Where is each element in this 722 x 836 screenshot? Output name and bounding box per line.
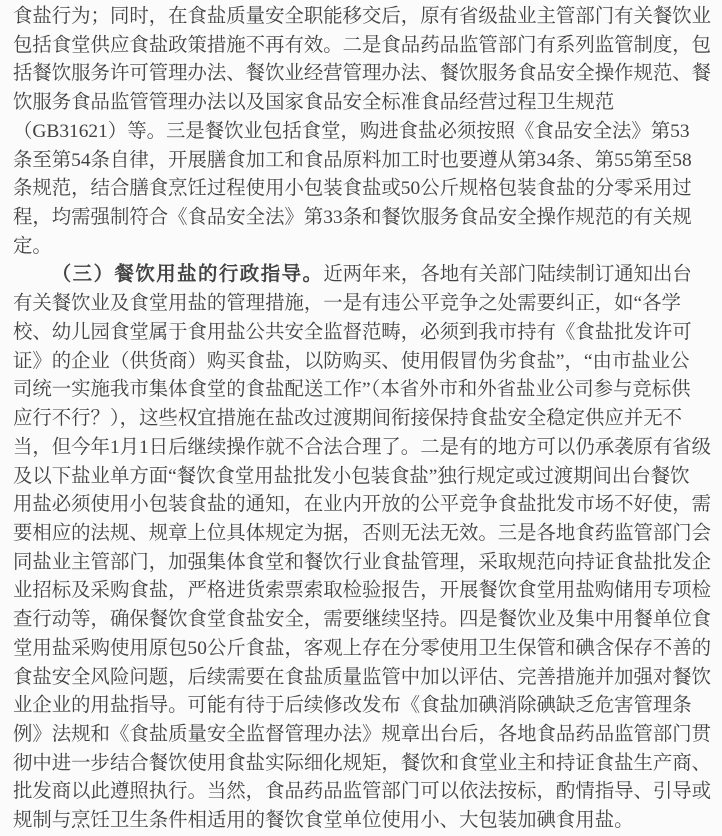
text-line: 包括食堂供应食盐政策措施不再有效。二是食品药品监管部门有系列监管制度，包 (13, 34, 712, 56)
text-line: 校、幼儿园食堂属于食用盐公共安全监督范畴，必须到我市持有《食盐批发许可 (13, 321, 692, 343)
paragraph-continuation (13, 3, 714, 261)
text-line: （GB31621）等。三是餐饮业包括食堂，购进食盐必须按照《食品安全法》第53 (13, 120, 690, 142)
text-line: 及以下盐业单方面“餐饮食堂用盐批发小包装食盐”独行规定或过渡期间出台餐饮 (13, 465, 690, 487)
text-line: 程，均需强制符合《食品安全法》第33条和餐饮服务食品安全操作规范的有关规 (13, 207, 692, 229)
text-line: 规制与烹饪卫生条件相适用的餐饮食堂单位使用小、大包装加碘食用盐。 (13, 810, 634, 832)
text-line (13, 261, 714, 290)
text-line: 业招标及采购食盐，严格进货索票索取检验报告，开展餐饮食堂用盐购储用专项检 (13, 580, 712, 602)
text-line: 例》法规和《食盐质量安全监督管理办法》规章出台后，各地食品药品监管部门贯 (13, 723, 712, 745)
text-line: 查行动等，确保餐饮食堂食盐安全，需要继续坚持。四是餐饮业及集中用餐单位食 (13, 609, 712, 631)
text-line: 批发商以此遵照执行。当然，食品药品监管部门可以依法按标，酌情指导、引导或 (13, 781, 712, 803)
section-heading: （三）餐饮用盐的行政指导。 (51, 264, 324, 286)
text-line: 括餐饮服务许可管理办法、餐饮业经营管理办法、餐饮服务食品安全操作规范、餐 (13, 63, 712, 85)
text-line: 应行不行？），这些权宜措施在盐改过渡期间衔接保持食盐安全稳定供应并无不 (13, 408, 682, 430)
text-line: 当，但今年1月1日后继续操作就不合法合理了。二是有的地方可以仍承袭原有省级 (13, 436, 712, 458)
text-line: 定。 (13, 235, 52, 257)
text-line: 用盐必须使用小包装食盐的通知，在业内开放的公平竞争食盐批发市场不好使，需 (13, 494, 712, 516)
text-line: 业企业的用盐指导。可能有待于后续修改发布《食盐加碘消除碘缺乏危害管理条 (13, 695, 692, 717)
text-line: 彻中进一步结合餐饮使用食盐实际细化规矩，餐饮和食堂业主和持证食盐生产商、 (13, 752, 712, 774)
text-line: 食盐安全风险问题，后续需要在食盐质量监管中加以评估、完善措施并加强对餐饮 (13, 666, 712, 688)
text-line: 司统一实施我市集体食堂的食盐配送工作”（本省外市和外省盐业公司参与竞标供 (13, 379, 691, 401)
text-run: 近两年来，各地有关部门陆续制订通知出台 (323, 264, 692, 286)
text-line: 条规范，结合膳食烹饪过程使用小包装食盐或50公斤规格包装食盐的分零采用过 (13, 178, 692, 200)
text-line: 饮服务食品监管管理办法以及国家食品安全标准食品经营过程卫生规范 (13, 92, 615, 114)
text-line: 要相应的法规、规章上位具体规定为据，否则无法无效。三是各地食药监管部门会 (13, 522, 712, 544)
text-line: 有关餐饮业及食堂用盐的管理措施，一是有违公平竞争之处需要纠正，如“各学 (13, 293, 681, 315)
text-line: 证》的企业（供货商）购买食盐，以防购买、使用假冒伪劣食盐”，“由市盐业公 (13, 350, 690, 372)
text-line: 同盐业主管部门，加强集体食堂和餐饮行业食盐管理，采取规范向持证食盐批发企 (13, 551, 712, 573)
text-line: 食盐行为；同时，在食盐质量安全职能移交后，原有省级盐业主管部门有关餐饮业 (13, 6, 712, 27)
paragraph-section-3 (13, 261, 714, 835)
text-line: 堂用盐采购使用原包50公斤食盐，客观上存在分零使用卫生保管和碘含保存不善的 (13, 637, 712, 659)
text-line: 条至第54条自律，开展膳食加工和食品原料加工时也要遵从第34条、第55第至58 (13, 149, 692, 171)
